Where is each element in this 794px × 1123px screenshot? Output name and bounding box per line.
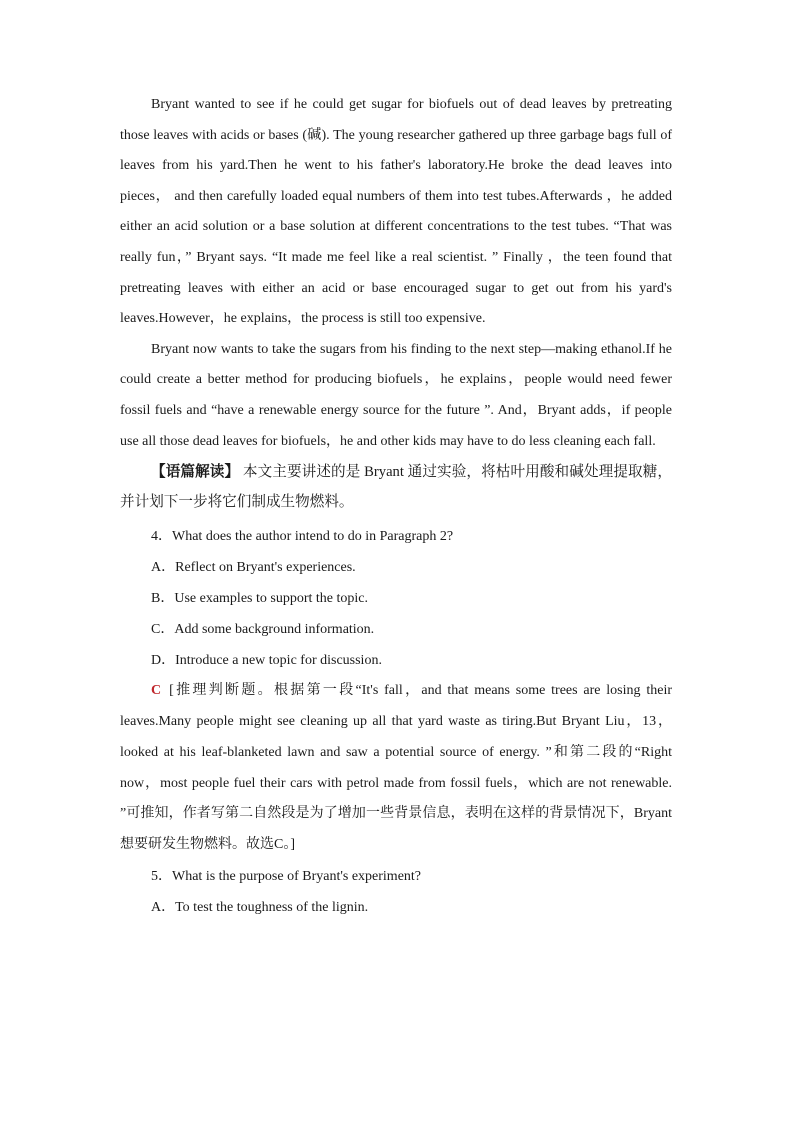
- analysis-text: 本文主要讲述的是 Bryant 通过实验，将枯叶用酸和碱处理提取糖，并计划下一步将它们制成生物燃料。: [120, 464, 672, 511]
- passage-analysis: [120, 457, 672, 517]
- document-content: [120, 90, 672, 923]
- passage-paragraph-1: Bryant wanted to see if he could get sugar for biofuels out of dead leaves by pretreating those leaves with acids or bases (碱). The young researcher gathered up three garbage bags full of leaves from his yard.Then he went to his father's laboratory.He broke the dead leaves into pieces， and then carefully loaded equal numbers of them into test tubes.Afterwards ，he added either an acid solution or a base solution at different concentrations to the test tubes. “That was really fun，” Bryant says. “It made me feel like a real scientist. ” Finally ，the teen found that pretreating leaves with either an acid or base encouraged sugar to get out from his yard's leaves.However，he explains，the process is still too expensive.: [120, 97, 672, 327]
- question-4-stem: 4．What does the author intend to do in Paragraph 2?: [151, 529, 454, 545]
- question-5-option-a: A．To test the toughness of the lignin.: [151, 899, 369, 915]
- passage-paragraph-2: Bryant now wants to take the sugars from his finding to the next step—making ethanol.If he could create a better method for producing biofuels，he explains，people would need fewer fossil fuels and “have a renewable energy source for the future ”. And，Bryant adds，if people use all those dead leaves for biofuels，he and other kids may have to do less cleaning each fall.: [120, 341, 672, 449]
- question-4-explanation: [推理判断题。根据第一段“It's fall，and that means some trees are losing their leaves.Many people might see cleaning up all that yard waste as tiring.But Bryant Liu，13，looked at his leaf-blanketed lawn and saw a potential source of energy. ”和第二段的“Right now，most people fuel their cars with petrol made from fossil fuels，which are not renewable. ”可推知，作者写第二自然段是为了增加一些背景信息，表明在这样的背景情况下，Bryant 想要研发生物燃料。故选C。]: [120, 683, 672, 853]
- question-4-option-a: A．Reflect on Bryant's experiences.: [151, 560, 356, 576]
- question-4-answer-explanation: [120, 676, 672, 861]
- question-4-answer: C: [151, 683, 162, 699]
- question-5-stem: 5．What is the purpose of Bryant's experiment?: [151, 868, 422, 884]
- question-4-option-b: B．Use examples to support the topic.: [151, 591, 368, 607]
- analysis-label: 【语篇解读】: [151, 464, 240, 481]
- question-4-option-c: C．Add some background information.: [151, 622, 375, 638]
- question-4-option-d: D．Introduce a new topic for discussion.: [151, 653, 382, 669]
